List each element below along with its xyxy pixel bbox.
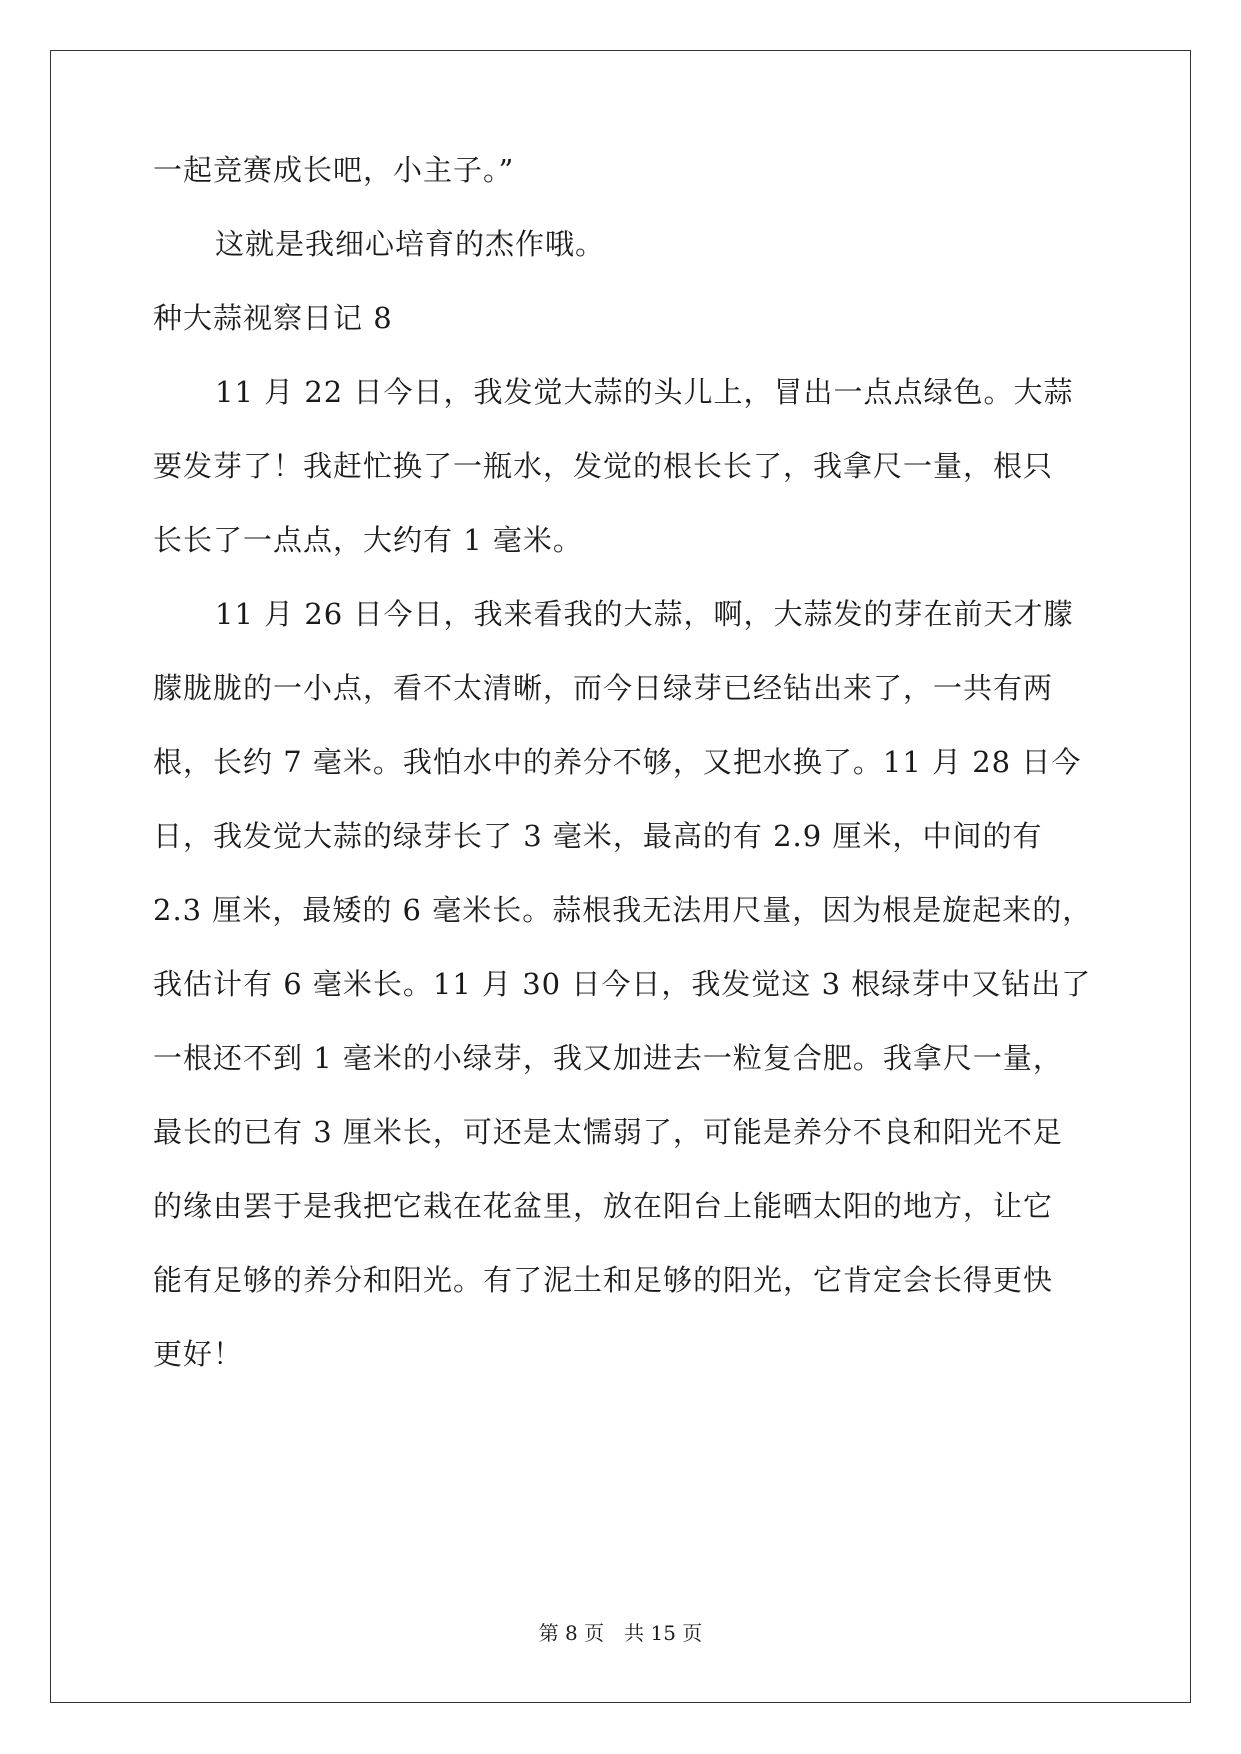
text-line: 11 月 22 日今日，我发觉大蒜的头儿上，冒出一点点绿色。大蒜 xyxy=(215,375,1074,409)
text-line: 根，长约 7 毫米。我怕水中的养分不够，又把水换了。11 月 28 日今 xyxy=(153,745,1082,779)
page-number: 第 8 页 xyxy=(538,1621,605,1645)
section-heading: 种大蒜视察日记 8 xyxy=(153,301,393,335)
text-line: 要发芽了！我赶忙换了一瓶水，发觉的根长长了，我拿尺一量，根只 xyxy=(153,449,1054,483)
text-line: 一起竞赛成长吧，小主子。” xyxy=(153,153,515,187)
text-line: 更好！ xyxy=(153,1337,244,1371)
text-line: 我估计有 6 毫米长。11 月 30 日今日，我发觉这 3 根绿芽中又钻出了 xyxy=(153,967,1092,1001)
text-line: 2.3 厘米，最矮的 6 毫米长。蒜根我无法用尺量，因为根是旋起来的， xyxy=(153,893,1093,927)
text-line: 一根还不到 1 毫米的小绿芽，我又加进去一粒复合肥。我拿尺一量， xyxy=(153,1041,1063,1075)
text-line: 能有足够的养分和阳光。有了泥土和足够的阳光，它肯定会长得更快 xyxy=(153,1263,1054,1297)
text-line: 日，我发觉大蒜的绿芽长了 3 毫米，最高的有 2.9 厘米，中间的有 xyxy=(153,819,1043,853)
page-footer xyxy=(0,1620,1241,1646)
text-line: 这就是我细心培育的杰作哦。 xyxy=(215,227,606,261)
page-total: 共 15 页 xyxy=(624,1621,703,1645)
text-line: 最长的已有 3 厘米长，可还是太懦弱了，可能是养分不良和阳光不足 xyxy=(153,1115,1063,1149)
text-line: 的缘由罢于是我把它栽在花盆里，放在阳台上能晒太阳的地方，让它 xyxy=(153,1189,1054,1223)
text-line: 长长了一点点，大约有 1 毫米。 xyxy=(153,523,583,557)
text-line: 11 月 26 日今日，我来看我的大蒜，啊，大蒜发的芽在前天才朦 xyxy=(215,597,1074,631)
text-line: 朦胧胧的一小点，看不太清晰，而今日绿芽已经钻出来了，一共有两 xyxy=(153,671,1054,705)
